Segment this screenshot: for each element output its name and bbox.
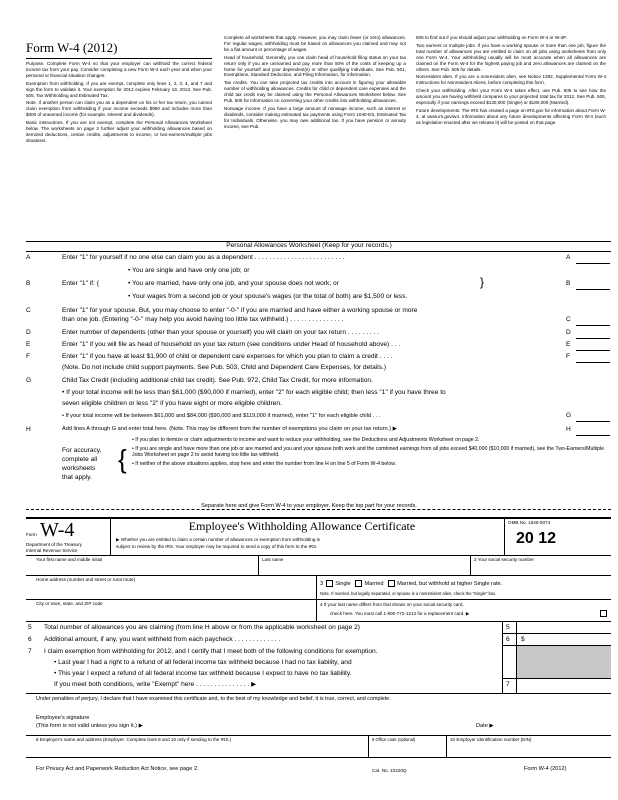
line-7a-text: • Last year I had a right to a refund of all federal income tax withheld because I had no tax liability, and (54, 659, 352, 666)
first-name-input[interactable] (36, 563, 256, 573)
date-label: Date ▶ (476, 723, 494, 729)
line-7c-text: If you meet both conditions, write "Exempt" here . . . . . . . . . . . . . . . ▶ (54, 681, 257, 688)
line-5-text: Total number of allowances you are claiming (from line H above or from the applicable worksheet on page 2) (44, 624, 360, 631)
line-g1-text: Child Tax Credit (including additional child tax credit). See Pub. 972, Child Tax Credit, for more information. (62, 377, 373, 384)
line-e-text: Enter "1" if you will file as head of household on your tax return (see conditions under Head of household above) . . . (62, 341, 401, 348)
cat-number: Cat. No. 10220Q (372, 768, 407, 773)
dept-label: Department of the Treasury (26, 542, 82, 547)
letter-e-right: E (566, 341, 571, 348)
line-f1-text: Enter "1" if you have at least $1,900 of child or dependent care expenses for which you plan to claim a credit . . . . (62, 353, 393, 360)
dollar-sign: $ (521, 636, 525, 643)
letter-a: A (26, 254, 31, 261)
line-d-field[interactable] (576, 330, 610, 339)
office-code-label: 9 Office code (optional) (372, 737, 416, 742)
line-6-text: Additional amount, if any, you want withheld from each paycheck . . . . . . . . . . . . . (44, 636, 281, 643)
line-c1-text: Enter "1" for your spouse. But, you may choose to enter "-0-" if you are married and have either a working spouse or more (62, 307, 418, 314)
line-b2-text: • You are married, have only one job, and your spouse does not work; or (128, 280, 339, 287)
instructions-col-1: Purpose. Complete Form W-4 so that your employer can withhold the correct federal income tax from your pay. Consider completing a new Form W-4 each year and when your personal or financial situation changes. Exemption from withholding. If you are exempt, complete only lines 1, 2, 3, 4, and 7 and sign the form to validate it. Your exemption for 2012 expires February 18, 2013. See Pub. 505, Tax Withholding and Estimated Tax. Note. If another person can claim you as a dependent on his or her tax return, you cannot claim exemption from withholding if your income exceeds $950 and includes more than $300 of unearned income (for example, interest and dividends). Basic instructions. If you are not exempt, complete the Personal Allowances Worksheet below. The worksheets on page 2 further adjust your withholding allowances based on itemized deductions, certain credits, adjustments to income, or two-earners/multiple jobs situations. (26, 61, 212, 143)
single-checkbox[interactable] (326, 580, 333, 587)
letter-e: E (26, 341, 31, 348)
last-name-input[interactable] (262, 563, 468, 573)
line-7-num: 7 (28, 648, 32, 655)
allowances-input[interactable] (517, 622, 611, 633)
name-differs-2: check here. You must call 1-800-772-1213 for a replacement card. ▶ (330, 611, 470, 616)
instructions-col-3: 505 to find out if you should adjust your withholding on Form W-4 or W-4P. Two earners or multiple jobs. If you have a working spouse or more than one job, figure the total number of allowances you are entitled to claim on all jobs using worksheets from only one Form W-4. Your withholding usually will be most accurate when all allowances are claimed on the Form W-4 for the highest paying job and zero allowances are claimed on the others. See Pub. 505 for details. Nonresident alien. If you are a nonresident alien, see Notice 1392, Supplemental Form W-4 Instructions for Nonresident Aliens, before completing this form. Check your withholding. After your Form W-4 takes effect, use Pub. 505 to see how the amount you are having withheld compares to your projected total tax for 2012. See Pub. 505, especially if your earnings exceed $130,000 (Single) or $180,000 (Married). Future developments. The IRS has created a page on IRS.gov for information about Form W-4, at www.irs.gov/w4. Information about any future developments affecting Form W-4 (such as legislation enacted after we release it) will be posted on that page. (416, 35, 606, 125)
omb-number: OMB No. 1545-0074 (508, 520, 551, 525)
line-f-field[interactable] (576, 354, 610, 363)
office-code-input[interactable] (372, 744, 444, 756)
ssn-input[interactable] (474, 563, 608, 573)
form-name: W-4 (40, 519, 75, 541)
privacy-notice: For Privacy Act and Paperwork Reduction Act Notice, see page 2. (36, 766, 199, 772)
line-b3-text: • Your wages from a second job or your spouse's wages (or the total of both) are $1,500 or less. (128, 293, 408, 300)
instructions-col-2: Complete all worksheets that apply. However, you may claim fewer (or zero) allowances. For regular wages, withholding must be based on allowances you claimed and may not be a flat amount or percentage of wages. Head of household. Generally, you can claim head of household filing status on your tax return only if you are unmarried and pay more than 50% of the costs of keeping up a home for yourself and your dependent(s) or other qualifying individuals. See Pub. 501, Exemptions, Standard Deduction, and Filing Information, for information. Tax credits. You can take projected tax credits into account in figuring your allowable number of withholding allowances. Credits for child or dependent care expenses and the child tax credit may be claimed using the Personal Allowances Worksheet below. See Pub. 505 for information on converting your other credits into withholding allowances. Nonwage income. If you have a large amount of nonwage income, such as interest or dividends, consider making estimated tax payments using Form 1040-ES, Estimated Tax for Individuals. Otherwise, you may owe additional tax. If you have pension or annuity income, see Pub. (224, 35, 406, 129)
line-7-text: I claim exemption from withholding for 2012, and I certify that I meet both of the following conditions for exemption. (44, 648, 378, 655)
letter-b-right: B (566, 280, 571, 287)
signature-note: (This form is not valid unless you sign it.) ▶ (36, 723, 143, 729)
city-label: City or town, state, and ZIP code (36, 601, 103, 606)
address-label: Home address (number and street or rural route) (36, 577, 136, 582)
line-d-text: Enter number of dependents (other than your spouse or yourself) you will claim on your tax return . . . . . . . . . (62, 329, 380, 336)
name-differs-checkbox[interactable] (600, 610, 607, 617)
letter-f: F (26, 353, 31, 360)
letter-c-right: C (566, 316, 571, 323)
first-name-label: Your first name and middle initial (36, 557, 103, 562)
line-h-field[interactable] (576, 427, 610, 436)
letter-g: G (26, 377, 32, 384)
filing-note: Note. If married, but legally separated, or spouse is a nonresident alien, check the "Single" box. (320, 591, 497, 596)
irs-label: Internal Revenue Service (26, 548, 78, 553)
form-title: Form W-4 (2012) (26, 40, 118, 55)
letter-h: H (26, 426, 31, 433)
line-a-field[interactable] (576, 255, 610, 264)
filing-status: 3 Single Married Married, but withhold at higher Single rate. (320, 580, 503, 587)
line-5-num: 5 (28, 624, 32, 631)
h-conditions: • If you plan to itemize or claim adjustments to income and want to reduce your withholding, see the Deductions and Adjustments Worksheet on page 2. • If you are single and have more than one job or are married and you and your spouse both work and the combined earnings from all jobs exceed $40,000 ($10,000 if married), see the Two-Earners/Multiple Jobs Worksheet on page 2 to avoid having too little tax withheld. • If neither of the above situations applies, stop here and enter the number from line H on line 5 of Form W-4 below. (132, 437, 605, 467)
form-label: Form (26, 532, 37, 537)
line-c-field[interactable] (576, 317, 610, 326)
tax-year: 20 12 (516, 530, 557, 547)
line-b-lead: Enter "1" if: { (62, 280, 99, 287)
line-7b-text: • This year I expect a refund of all federal income tax withheld because I expect to have no tax liability. (54, 670, 352, 677)
title-rule (26, 58, 212, 59)
line-6-num: 6 (28, 636, 32, 643)
letter-a-right: A (566, 254, 571, 261)
shaded-box (517, 646, 611, 678)
line-g4-text: • If your total income will be between $61,000 and $84,000 ($90,000 and $119,000 if married), enter "1" for each eligible child . . . (62, 413, 381, 419)
signature-label: Employee's signature (36, 715, 90, 721)
ein-input[interactable] (450, 744, 608, 756)
line-e-field[interactable] (576, 342, 610, 351)
line-h1-text: Add lines A through G and enter total here. (Note. This may be different from the number of exemptions you claim on your tax return.) ▶ (62, 426, 397, 432)
employer-name-input[interactable] (36, 744, 366, 756)
letter-c: C (26, 307, 31, 314)
line-c2-text: than one job. (Entering "-0-" may help you avoid having too little tax withheld.) . . . . . . . . . . . . . . . (62, 316, 344, 323)
line-g3-text: seven eligible children or less "2" if you have eight or more eligible children. (62, 400, 282, 407)
cert-title: Employee's Withholding Allowance Certificate (188, 519, 416, 533)
line-g2-text: • If your total income will be less than $61,000 ($90,000 if married), enter "2" for each eligible child; then less "1" if you have three to (62, 389, 446, 396)
cert-sub-1: ▶ Whether you are entitled to claim a certain number of allowances or exemption from withholding is (116, 537, 320, 542)
brace-right: } (480, 275, 485, 289)
letter-g-right: G (566, 412, 572, 419)
letter-h-right: H (566, 426, 571, 433)
cut-line: Separate here and give Form W-4 to your employer. Keep the top part for your records. (201, 503, 417, 509)
signature-input[interactable] (200, 722, 470, 732)
footer-form: Form W-4 (2012) (524, 766, 567, 772)
date-input[interactable] (500, 722, 608, 732)
employer-name-label: 8 Employer's name and address (Employer: Complete lines 8 and 10 only if sending to the IRS.) (36, 737, 232, 742)
married-checkbox[interactable] (355, 580, 362, 587)
line-a-text: Enter "1" for yourself if no one else can claim you as a dependent . . . . . . . . . . . . . . . . . . . . . . . . . (62, 254, 345, 261)
line-b1-text: • You are single and have only one job; or (128, 267, 250, 274)
perjury-statement: Under penalties of perjury, I declare that I have examined this certificate and, to the best of my knowledge and belief, it is true, correct, and complete. (36, 696, 391, 702)
line-f2-text: (Note. Do not include child support payments. See Pub. 503, Child and Dependent Care Expenses, for details.) (62, 364, 387, 371)
cut-dashes (26, 509, 611, 510)
letter-d-right: D (566, 329, 571, 336)
box-5-num: 5 (506, 624, 510, 631)
last-name-label: Last name (262, 557, 284, 562)
married-higher-checkbox[interactable] (388, 580, 395, 587)
brace-left: { (118, 444, 127, 474)
cert-sub-2: subject to review by the IRS. Your employer may be required to send a copy of this form to the IRS. (116, 544, 318, 549)
worksheet-title: Personal Allowances Worksheet (Keep for your records.) (226, 242, 392, 249)
accuracy-note: For accuracy, complete all worksheets that apply. (62, 447, 102, 481)
ein-label: 10 Employer identification number (EIN) (450, 737, 532, 742)
box-6-num: 6 (506, 636, 510, 643)
name-differs-1: 4 If your last name differs from that shown on your social security card, (320, 602, 464, 607)
letter-f-right: F (566, 353, 571, 360)
letter-d: D (26, 329, 31, 336)
ssn-label: 2 Your social security number (474, 557, 535, 562)
box-7-num: 7 (506, 681, 510, 688)
additional-amount-input[interactable] (528, 634, 611, 645)
exempt-input[interactable] (517, 679, 611, 692)
line-b-field[interactable] (576, 281, 610, 290)
line-g-field[interactable] (576, 413, 610, 422)
letter-b: B (26, 280, 31, 287)
